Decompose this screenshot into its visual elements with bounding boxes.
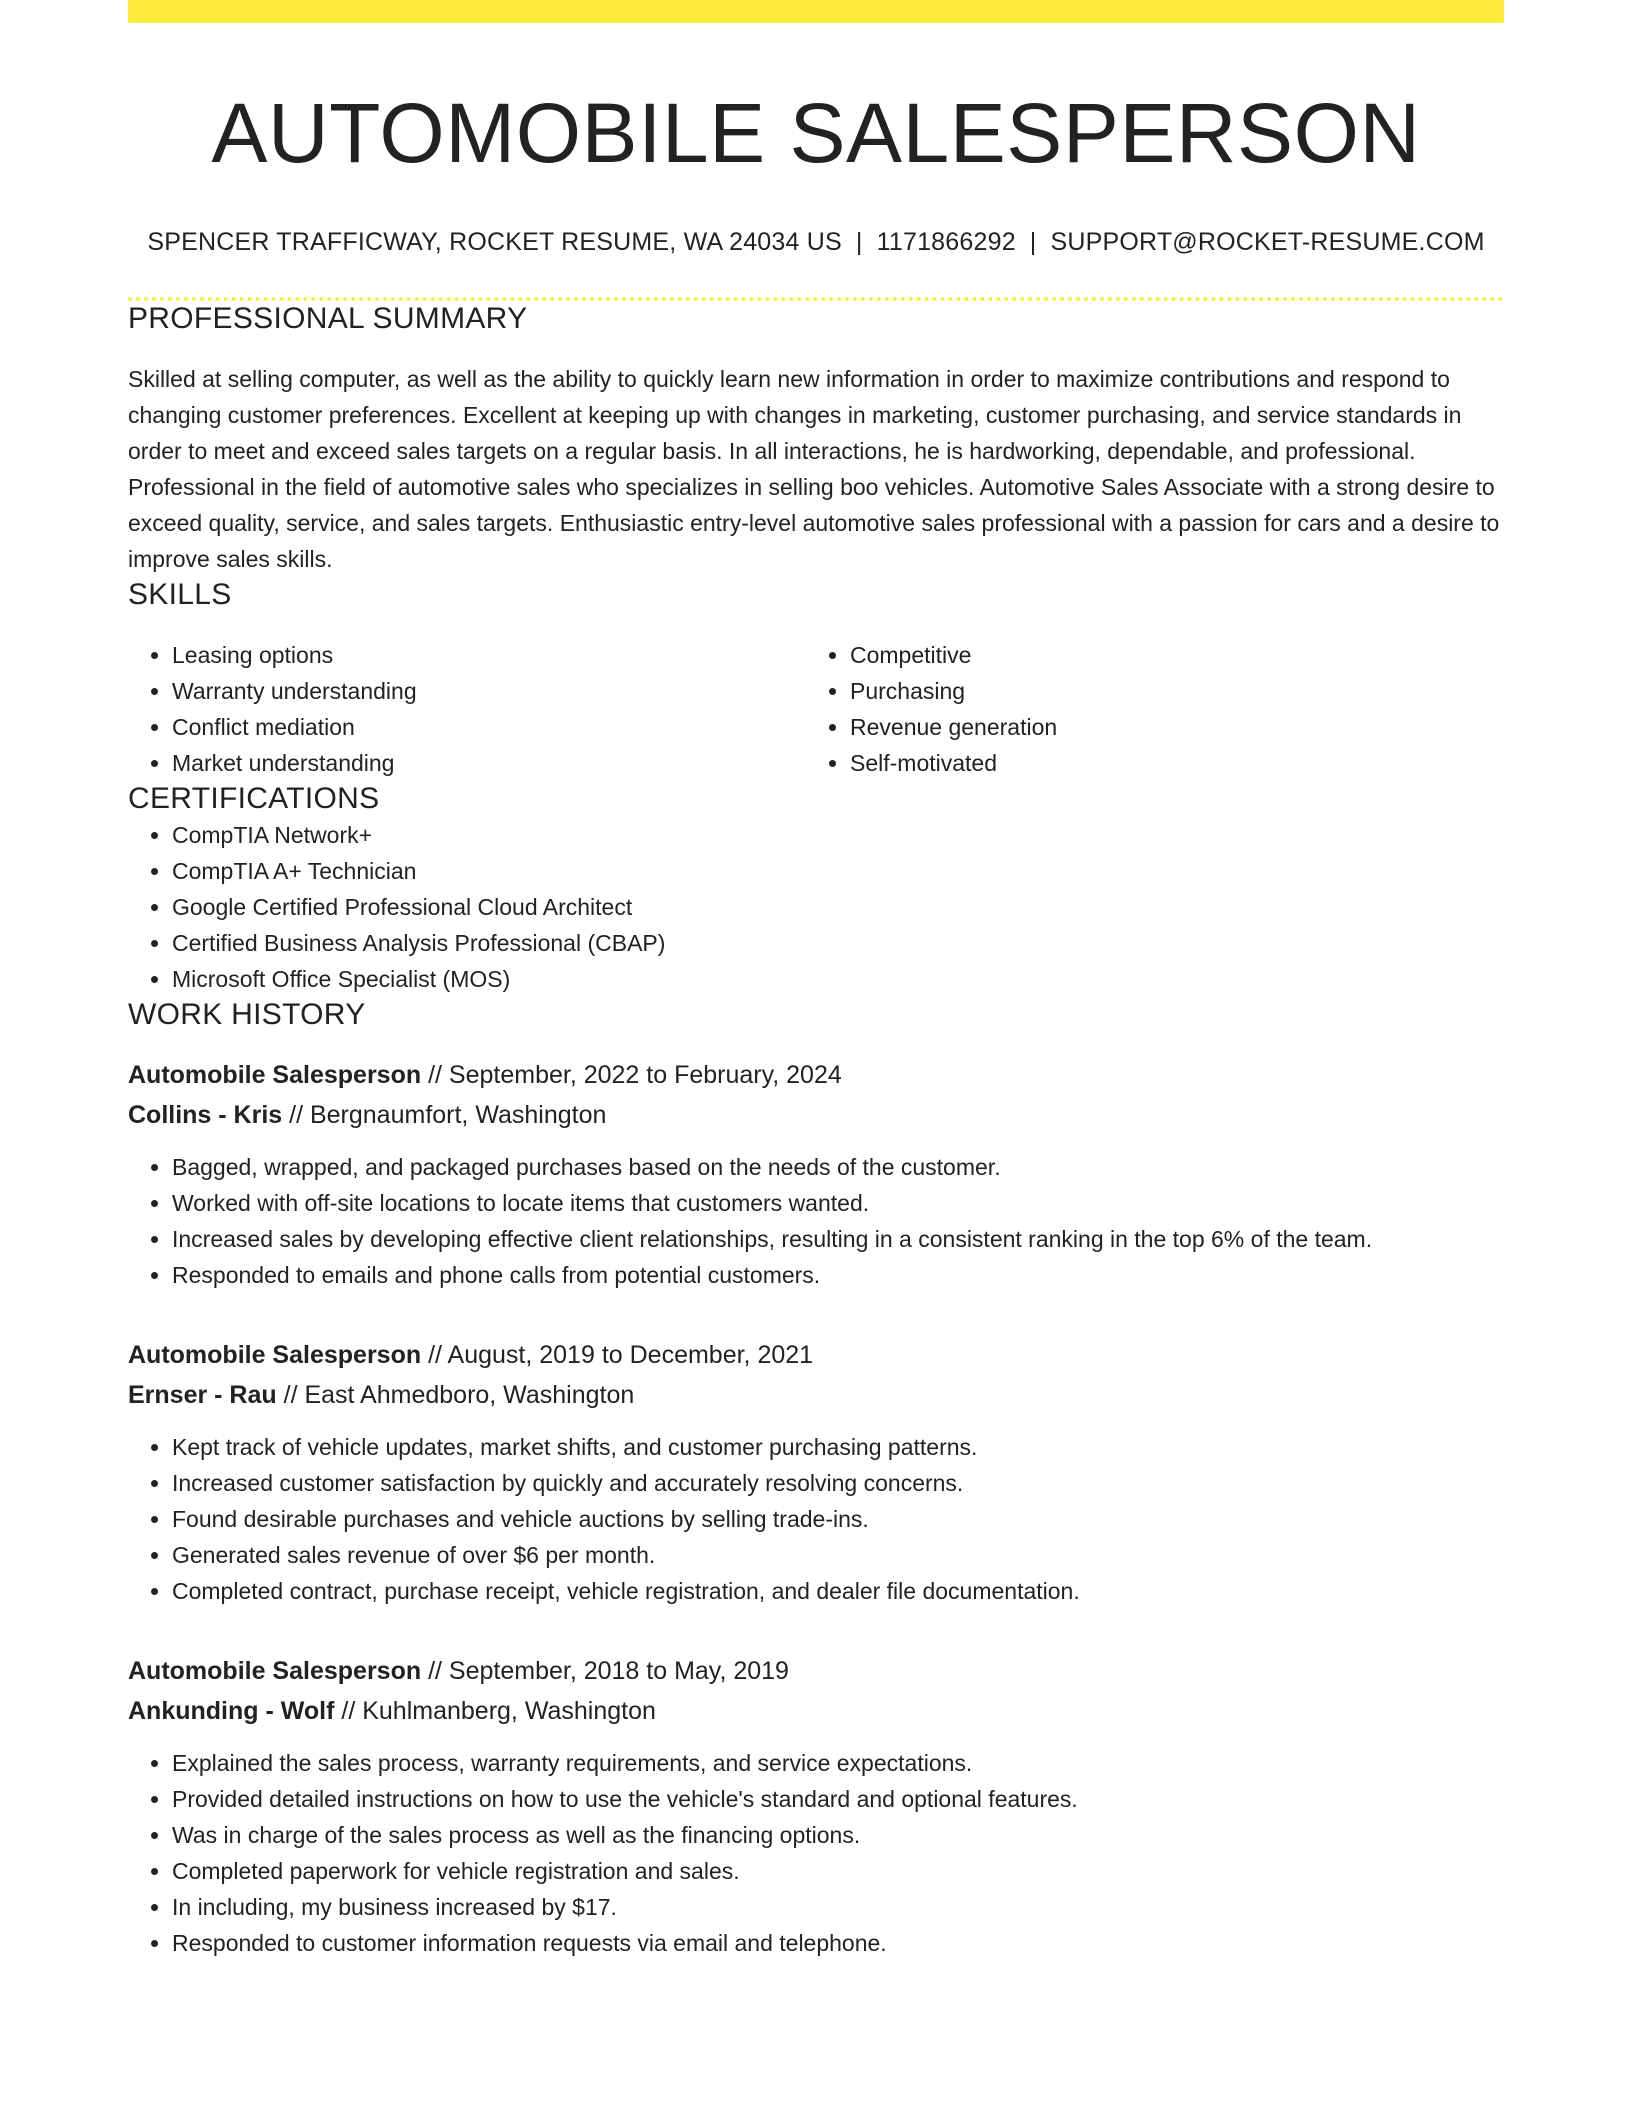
contact-address: SPENCER TRAFFICWAY, ROCKET RESUME, WA 24034 US [147, 227, 842, 256]
certification-item: • CompTIA Network+ [172, 817, 1504, 853]
certifications-heading: CERTIFICATIONS [128, 781, 380, 815]
job-role: Automobile Salesperson [128, 1340, 422, 1369]
skill-item: • Conflict mediation [172, 709, 806, 745]
job-bullet: • Completed contract, purchase receipt, vehicle registration, and dealer file documentation. [172, 1573, 1504, 1609]
contact-separator: | [1029, 227, 1037, 256]
certifications-list [128, 817, 1504, 997]
contact-line [128, 228, 1504, 257]
job-bullet: • Provided detailed instructions on how to use the vehicle's standard and optional features. [172, 1781, 1504, 1817]
skill-item: • Warranty understanding [172, 673, 806, 709]
resume-page [128, 0, 1504, 1961]
skills-grid [128, 637, 1504, 781]
job-bullet: • Completed paperwork for vehicle registration and sales. [172, 1853, 1504, 1889]
job-entry [128, 1335, 1504, 1609]
job-bullet: • Generated sales revenue of over $6 per month. [172, 1537, 1504, 1573]
job-company-line [128, 1095, 1504, 1135]
job-bullet: • Worked with off-site locations to locate items that customers wanted. [172, 1185, 1504, 1221]
certification-item: • CompTIA A+ Technician [172, 853, 1504, 889]
job-bullets [128, 1745, 1504, 1961]
job-bullet: • Was in charge of the sales process as well as the financing options. [172, 1817, 1504, 1853]
job-company: Collins - Kris [128, 1100, 283, 1129]
job-dates: // September, 2018 to May, 2019 [421, 1656, 789, 1685]
job-bullet: • Explained the sales process, warranty requirements, and service expectations. [172, 1745, 1504, 1781]
contact-separator: | [855, 227, 863, 256]
certification-item: • Microsoft Office Specialist (MOS) [172, 961, 1504, 997]
skill-item: • Revenue generation [850, 709, 1484, 745]
skills-list-left [128, 637, 806, 781]
job-company: Ernser - Rau [128, 1380, 277, 1409]
job-title-line [128, 1335, 1504, 1375]
job-bullet: • Increased customer satisfaction by quickly and accurately resolving concerns. [172, 1465, 1504, 1501]
job-bullets [128, 1429, 1504, 1609]
skill-item: • Market understanding [172, 745, 806, 781]
job-company-line [128, 1375, 1504, 1415]
job-role: Automobile Salesperson [128, 1060, 422, 1089]
skills-list-right [806, 637, 1484, 781]
job-location: // East Ahmedboro, Washington [276, 1380, 635, 1409]
job-location: // Bergnaumfort, Washington [282, 1100, 607, 1129]
skill-item: • Purchasing [850, 673, 1484, 709]
certification-item: • Google Certified Professional Cloud Architect [172, 889, 1504, 925]
contact-phone: 1171866292 [876, 227, 1016, 256]
job-dates: // August, 2019 to December, 2021 [421, 1340, 814, 1369]
job-company-line [128, 1691, 1504, 1731]
job-bullets [128, 1149, 1504, 1293]
job-bullet: • Responded to customer information requests via email and telephone. [172, 1925, 1504, 1961]
job-bullet: • Found desirable purchases and vehicle auctions by selling trade-ins. [172, 1501, 1504, 1537]
contact-email: SUPPORT@ROCKET-RESUME.COM [1050, 227, 1485, 256]
job-bullet: • Increased sales by developing effective client relationships, resulting in a consistent ranking in the top 6% of the team. [172, 1221, 1504, 1257]
header-accent-bar [128, 0, 1504, 23]
job-entry [128, 1651, 1504, 1961]
job-entry [128, 1055, 1504, 1293]
job-bullet: • In including, my business increased by $17. [172, 1889, 1504, 1925]
job-title-line [128, 1055, 1504, 1095]
skills-heading: SKILLS [128, 577, 232, 611]
job-bullet: • Responded to emails and phone calls from potential customers. [172, 1257, 1504, 1293]
work-history-heading: WORK HISTORY [128, 997, 366, 1031]
job-bullet: • Kept track of vehicle updates, market shifts, and customer purchasing patterns. [172, 1429, 1504, 1465]
summary-heading: PROFESSIONAL SUMMARY [128, 301, 528, 335]
job-role: Automobile Salesperson [128, 1656, 422, 1685]
job-bullet: • Bagged, wrapped, and packaged purchases based on the needs of the customer. [172, 1149, 1504, 1185]
skill-item: • Self-motivated [850, 745, 1484, 781]
summary-text: Skilled at selling computer, as well as the ability to quickly learn new information in order to maximize contributions and respond to changing customer preferences. Excellent at keeping up with changes in marketing, customer purchasing, and service standards in order to meet and exceed sales targets on a regular basis. In all interactions, he is hardworking, dependable, and professional. Professional in the field of automotive sales who specializes in selling boo vehicles. Automotive Sales Associate with a strong desire to exceed quality, service, and sales targets. Enthusiastic entry-level automotive sales professional with a passion for cars and a desire to improve sales skills. [128, 365, 1500, 572]
skill-item: • Competitive [850, 637, 1484, 673]
job-company: Ankunding - Wolf [128, 1696, 335, 1725]
resume-name: AUTOMOBILE SALESPERSON [211, 86, 1421, 180]
job-title-line [128, 1651, 1504, 1691]
job-dates: // September, 2022 to February, 2024 [421, 1060, 842, 1089]
certification-item: • Certified Business Analysis Professional (CBAP) [172, 925, 1504, 961]
job-location: // Kuhlmanberg, Washington [334, 1696, 656, 1725]
skill-item: • Leasing options [172, 637, 806, 673]
